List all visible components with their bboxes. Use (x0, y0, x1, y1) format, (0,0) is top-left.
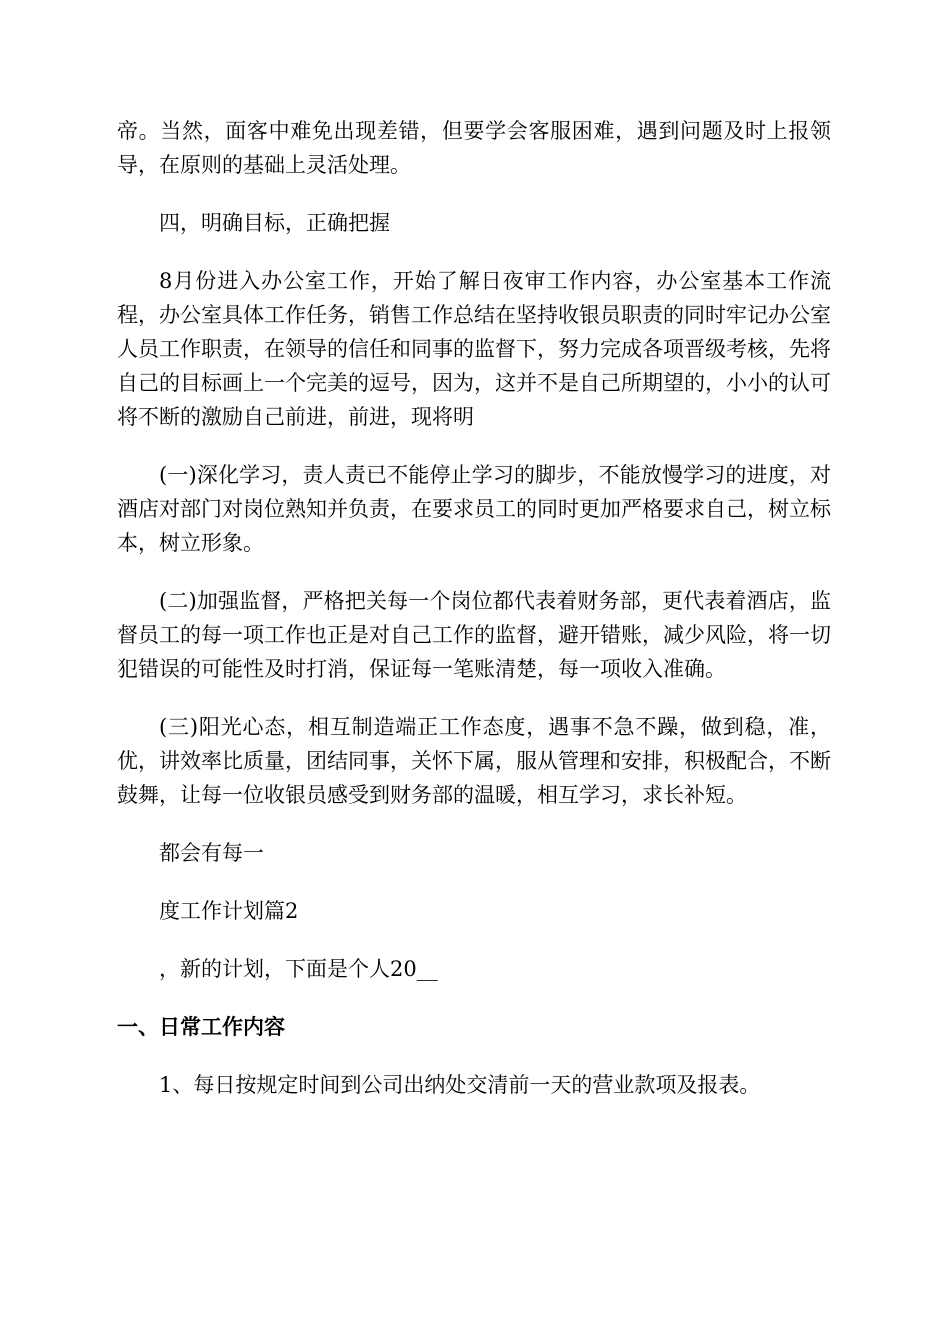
list-item-1: 1、每日按规定时间到公司出纳处交清前一天的营业款项及报表。 (159, 1073, 761, 1097)
paragraph-fragment-2: 度工作计划篇2 (159, 899, 299, 923)
paragraph-1: 帝。当然，面客中难免出现差错，但要学会客服困难，遇到问题及时上报领导，在原则的基础上灵活处理。 (117, 119, 831, 177)
paragraph-positive-attitude: (三)阳光心态，相互制造端正工作态度，遇事不急不躁，做到稳，准，优，讲效率比质量，团结同事，关怀下属，服从管理和安排，积极配合，不断鼓舞，让每一位收银员感受到财务部的温暖，相互学习，求长补短。 (117, 715, 831, 807)
paragraph-fragment-1: 都会有每一 (159, 841, 264, 865)
paragraph-fragment-3: ，新的计划，下面是个人20__ (159, 957, 438, 981)
paragraph-strengthen-supervision: (二)加强监督，严格把关每一个岗位都代表着财务部，更代表着酒店，监督员工的每一项工作也正是对自己工作的监督，避开错账，减少风险，将一切犯错误的可能性及时打消，保证每一笔账清楚，每一项收入准确。 (117, 589, 831, 681)
paragraph-office-work: 8月份进入办公室工作，开始了解日夜审工作内容，办公室基本工作流程，办公室具体工作任务，销售工作总结在坚持收银员职责的同时牢记办公室人员工作职责，在领导的信任和同事的监督下，努力完成各项晋级考核，先将自己的目标画上一个完美的逗号，因为，这并不是自己所期望的，小小的认可将不断的激励自己前进，前进，现将明 (117, 269, 831, 429)
section-heading-daily-work: 一、日常工作内容 (117, 1015, 285, 1039)
section-title-4: 四，明确目标，正确把握 (159, 211, 390, 235)
document-body (117, 114, 831, 1126)
paragraph-deepen-learning: (一)深化学习，责人责已不能停止学习的脚步，不能放慢学习的进度，对酒店对部门对岗位熟知并负责，在要求员工的同时更加严格要求自己，树立标本，树立形象。 (117, 463, 831, 555)
